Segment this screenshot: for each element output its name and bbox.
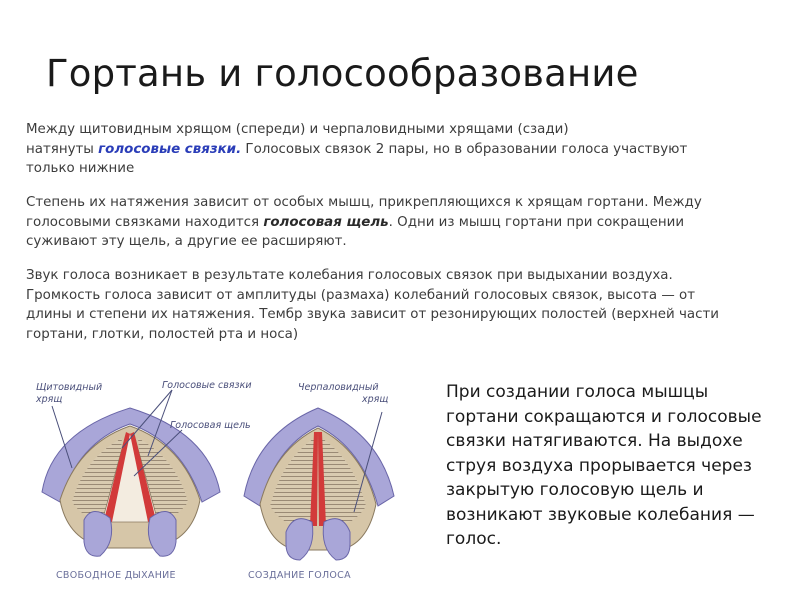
paragraph-vocal-cords [26,120,726,179]
label-arytenoid-cartilage-2: хрящ [362,394,389,405]
arytenoid-right [148,511,176,556]
paragraph-sound: Звук голоса возникает в результате колебания голосовых связок при выдыхании воздуха. Громкость голоса зависит от амплитуды (размаха) колебаний голосовых связок, высота — от длины и степени их натяжения. Тембр звука зависит от резонирующих полостей (верхней части гортани, глотки, полостей рта и носа) [26,268,719,342]
arytenoid-left [84,511,112,556]
label-glottis: Голосовая щель [170,420,251,431]
term-glottis: голосовая щель [263,214,389,230]
paragraph-text: . Одни из мышц гортани при сокращении суживают эту щель, а другие ее расширяют. [26,214,685,249]
paragraph-text: Голосовых связок 2 пары, но в образовании голоса участвуют только нижние [26,141,688,176]
paragraph-text: натянуты [26,141,99,157]
arytenoid-left-2 [286,519,313,560]
paragraph-text: Степень их натяжения зависит от особых мышц, прикрепляющихся к хрящам гортани. Между голосовыми связками находится [26,195,702,230]
arytenoid-right-2 [323,519,350,560]
paragraph-text: Между щитовидным хрящом (спереди) и черпаловидными хрящами (сзади) [26,122,569,137]
paragraph-glottis [26,193,726,252]
caption-free-breathing: СВОБОДНОЕ ДЫХАНИЕ [56,570,176,581]
term-vocal-cords: голосовые связки. [98,141,242,157]
closed-glottis-diagram [244,408,394,560]
label-arytenoid-cartilage: Черпаловидный [298,382,379,393]
caption-voice-production: СОЗДАНИЕ ГОЛОСА [248,570,351,581]
label-thyroid-cartilage: Щитовидный [36,382,103,393]
side-explanation: При создании голоса мышцы гортани сокращаются и голосовые связки натягиваются. На выдохе струя воздуха прорывается через закрытую голосовую щель и возникают звуковые колебания — голос. [446,382,762,549]
larynx-diagram [22,372,422,588]
page-title: Гортань и голосообразование [46,52,639,95]
label-thyroid-cartilage-2: хрящ [36,394,63,405]
label-vocal-cords: Голосовые связки [162,380,252,391]
